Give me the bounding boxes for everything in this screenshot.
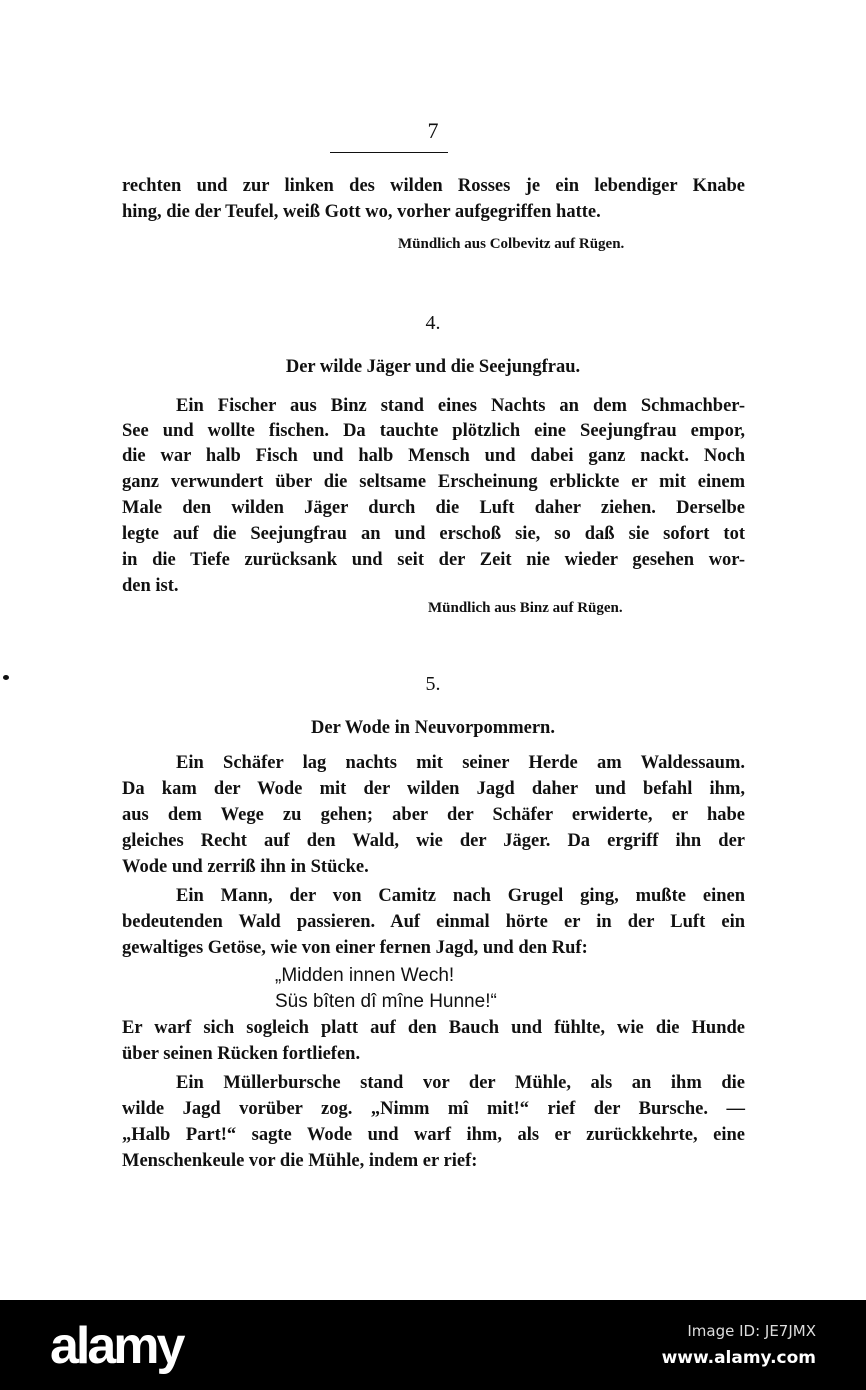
section-number: 4. — [425, 312, 441, 334]
text-line: die war halb Fisch und halb Mensch und dabei ganz nackt. Noch — [122, 446, 745, 466]
text-line: in die Tiefe zurücksank und seit der Zeit nie wieder gesehen wor- — [122, 550, 745, 570]
header-rule — [330, 152, 448, 153]
verse-line: „Midden innen Wech! — [275, 965, 455, 986]
alamy-logo: alamy — [50, 1317, 183, 1375]
text-line: gewaltiges Getöse, wie von einer fernen Jagd, und den Ruf: — [122, 938, 588, 958]
text-line: rechten und zur linken des wilden Rosses je ein lebendiger Knabe — [122, 176, 745, 196]
text-line: Ein Mann, der von Camitz nach Grugel ging, mußte einen — [176, 886, 745, 906]
text-line: Male den wilden Jäger durch die Luft daher ziehen. Derselbe — [122, 498, 745, 518]
text-line: legte auf die Seejungfrau an und erschoß sie, so daß sie sofort tot — [122, 524, 745, 544]
verse-line: Süs bîten dî mîne Hunne!“ — [275, 991, 497, 1012]
text-line: See und wollte fischen. Da tauchte plötzlich eine Seejungfrau empor, — [122, 421, 745, 441]
source-note: Mündlich aus Colbevitz auf Rügen. — [398, 236, 625, 252]
text-line: ganz verwundert über die seltsame Erscheinung erblickte er mit einem — [122, 472, 745, 492]
text-line: über seinen Rücken fortliefen. — [122, 1044, 361, 1064]
text-line: hing, die der Teufel, weiß Gott wo, vorher aufgegriffen hatte. — [122, 202, 601, 222]
text-line: wilde Jagd vorüber zog. „Nimm mî mit!“ rief der Bursche. — — [122, 1099, 745, 1119]
page-number: 7 — [427, 118, 439, 143]
text-line: gleiches Recht auf den Wald, wie der Jäger. Da ergriff ihn der — [122, 831, 745, 851]
text-line: aus dem Wege zu gehen; aber der Schäfer erwiderte, er habe — [122, 805, 745, 825]
section-title: Der Wode in Neuvorpommern. — [311, 718, 555, 738]
text-line: den ist. — [122, 576, 179, 596]
text-line: Ein Fischer aus Binz stand eines Nachts an dem Schmachber- — [176, 396, 745, 416]
section-number: 5. — [425, 673, 441, 695]
text-line: Er warf sich sogleich platt auf den Bauch und fühlte, wie die Hunde — [122, 1018, 745, 1038]
source-note: Mündlich aus Binz auf Rügen. — [428, 600, 623, 616]
site-url: www.alamy.com — [661, 1348, 816, 1368]
text-line: Da kam der Wode mit der wilden Jagd daher und befahl ihm, — [122, 779, 745, 799]
text-line: Ein Müllerbursche stand vor der Mühle, als an ihm die — [176, 1073, 745, 1093]
image-id: Image ID: JE7JMX — [687, 1322, 816, 1340]
text-line: Wode und zerriß ihn in Stücke. — [122, 857, 369, 877]
text-line: Menschenkeule vor die Mühle, indem er rief: — [122, 1151, 478, 1171]
text-line: Ein Schäfer lag nachts mit seiner Herde am Waldessaum. — [176, 753, 745, 773]
text-line: bedeutenden Wald passieren. Auf einmal hörte er in der Luft ein — [122, 912, 745, 932]
watermark-banner — [0, 1300, 866, 1390]
text-line: „Halb Part!“ sagte Wode und warf ihm, als er zurückkehrte, eine — [122, 1125, 745, 1145]
section-title: Der wilde Jäger und die Seejungfrau. — [285, 357, 581, 377]
